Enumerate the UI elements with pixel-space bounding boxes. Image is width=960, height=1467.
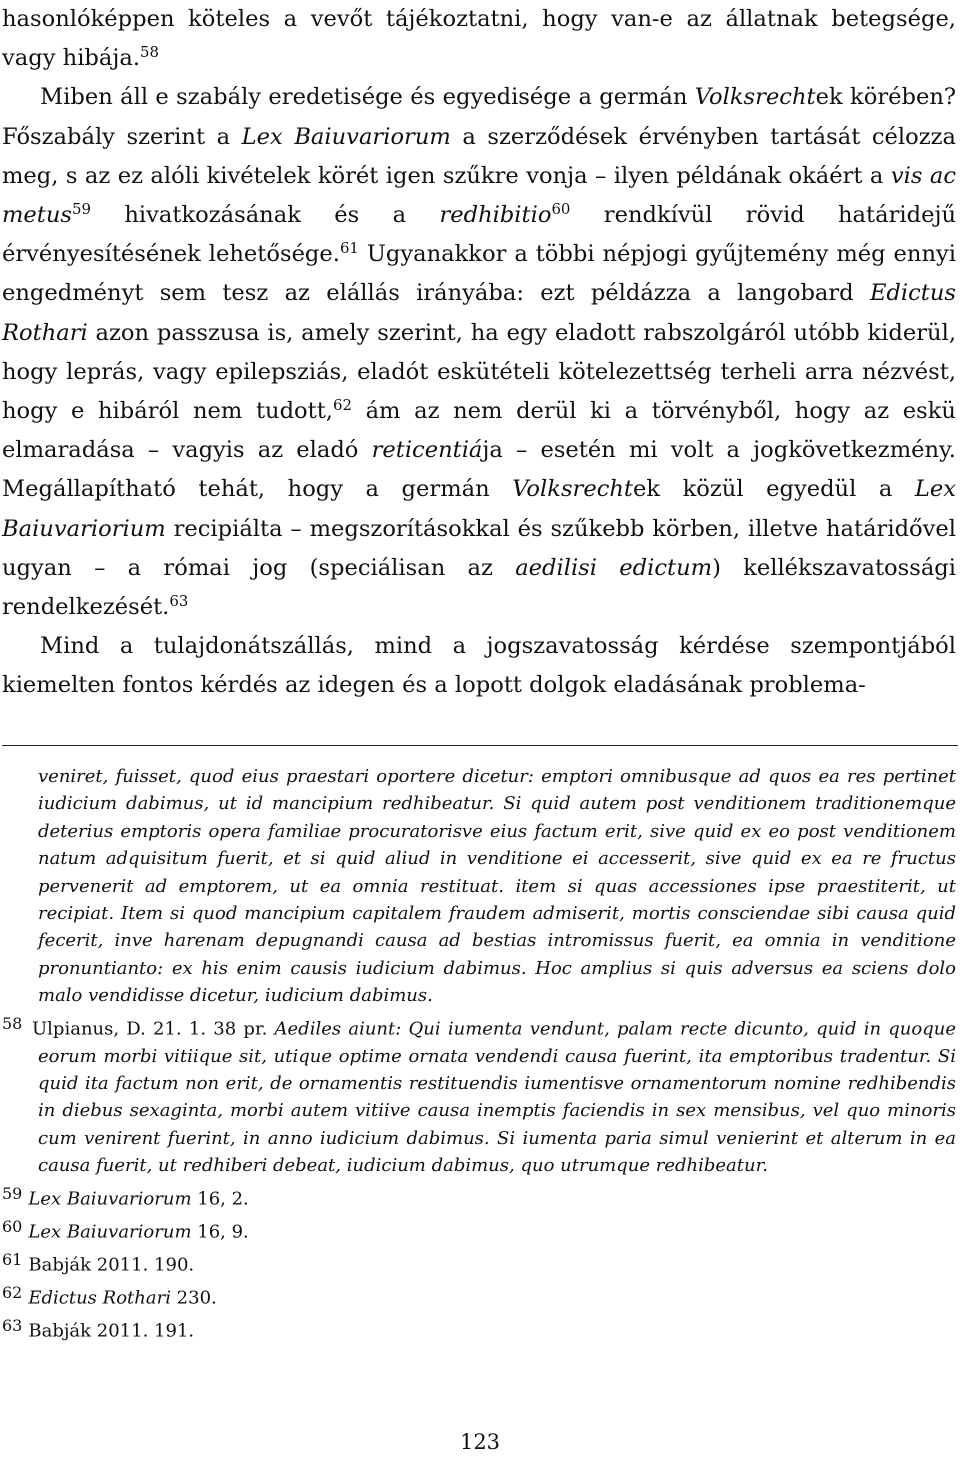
footnote-60 — [2, 1213, 956, 1246]
text-run: a szerződések érvényben tartását célozza meg, s az ez alóli kivételek körét igen szűkre vonja – ilyen példának okáért a — [2, 123, 956, 189]
paragraph-1 — [2, 0, 956, 78]
footnote-text: Babják 2011. 191. — [28, 1320, 195, 1342]
footnotes — [2, 763, 956, 1345]
italic-term: Volksrecht — [512, 476, 633, 503]
footnote-number: 62 — [2, 1282, 23, 1302]
footnote-title: Lex Baiuvariorum — [28, 1188, 192, 1210]
footnote-61 — [2, 1246, 956, 1279]
italic-term: aedilisi edictum — [515, 554, 713, 581]
footnote-number: 63 — [2, 1315, 23, 1335]
text-run: rendkívül rövid határidejű érvényesítésének lehetősége. — [2, 202, 956, 268]
italic-term: redhibitio — [439, 202, 552, 229]
page-number: 123 — [459, 1430, 501, 1454]
footnote-ref-60[interactable]: 60 — [551, 199, 571, 218]
footnote-text: Babják 2011. 190. — [28, 1254, 195, 1276]
italic-term: reticentiá — [371, 437, 483, 464]
footnote-ref-59[interactable]: 59 — [72, 199, 91, 218]
footnote-63 — [2, 1312, 956, 1345]
paragraph-text: hasonlóképpen köteles a vevőt tájékoztatni, hogy van-e az állatnak betegsége, vagy hibája. — [2, 6, 956, 72]
footnote-quote: Aediles aiunt: Qui iumenta vendunt, palam recte dicunto, quid in quoque eorum morbi vitiique sit, utique optime ornata vendendi causa fuerint, ita emptoribus tradentur. Si quid ita factum non erit, de ornamentis restituendis iumentisve ornamentorum nomine redhibendis in diebus sexaginta, morbi autem vitiive causa inemptis faciendis in sex mensibus, vel quo minoris cum venirent fuerint, in anno iudicium dabimus. Si iumenta paria simul venierint et alterum in ea causa fuerit, ut redhiberi debeat, iudicium dabimus, quo utrumque redhibeatur. — [38, 1018, 956, 1177]
footnote-title: Lex Baiuvariorum — [28, 1221, 192, 1243]
footnote-59 — [2, 1180, 956, 1213]
footnote-text: 16, 2. — [191, 1188, 249, 1210]
footnote-title: Edictus Rothari — [28, 1287, 171, 1309]
footnote-58 — [2, 1010, 956, 1180]
text-run: ek közül egyedül a — [633, 476, 915, 503]
footnote-text: veniret, fuisset, quod eius praestari oportere dicetur: emptori omnibusque ad quos ea res pertinet iudicium dabimus, ut id mancipium redhibeatur. Si quid autem post venditionem traditionemque deterius emptoris opera familiae procuratorisve eius factum erit, sive quid ex eo post venditionem natum adquisitum fuerit, et si quid aliud in venditione ei accesserit, sive quid ex ea re fructus pervenerit ad emptorem, ut ea omnia restituat. item si quas accessiones ipse praestiterit, ut recipiat. Item si quod mancipium capitalem fraudem admiserit, mortis consciendae sibi causa quid fecerit, inve harenam depugnandi causa ad bestias intromissus fuerit, ea omnia in venditione pronuntianto: ex his enim causis iudicium dabimus. Hoc amplius si quis adversus ea sciens dolo malo vendidisse dicetur, iudicium dabimus. — [38, 766, 956, 1007]
footnote-text: 16, 9. — [191, 1221, 249, 1243]
italic-term: Volksrecht — [694, 84, 816, 111]
text-run: Ugyanakkor a többi népjogi gyűjtemény még ennyi engedményt sem tesz az elállás irányába: ezt példázza a langobard — [2, 241, 956, 307]
italic-term: Lex Baiuvariorium — [2, 476, 956, 542]
footnote-57-continued — [2, 763, 956, 1010]
footnote-text: 230. — [170, 1287, 217, 1309]
italic-term: Lex Baiuvariorum — [241, 123, 451, 150]
text-run: ám az nem derül ki a törvényből, hogy az eskü elmaradása – vagyis az eladó — [2, 398, 956, 464]
text-run: Miben áll e szabály eredetisége és egyedisége a germán — [40, 84, 695, 111]
footnote-ref-61[interactable]: 61 — [339, 239, 359, 258]
main-text — [2, 0, 956, 706]
footnote-ref-58[interactable]: 58 — [140, 43, 159, 61]
text-run: ) kellékszavatossági rendelkezését. — [2, 554, 956, 621]
paragraph-3: Mind a tulajdonátszállás, mind a jogszavatosság kérdése szempontjából kiemelten fontos kérdés az idegen és a lopott dolgok eladásának problema- — [2, 633, 956, 699]
text-run: ja – esetén mi volt a jogkövetkezmény. Megállapítható tehát, hogy a germán — [2, 437, 956, 503]
italic-term: vis ac metus — [2, 162, 956, 229]
paragraph-2 — [2, 78, 956, 627]
footnote-number: 60 — [2, 1216, 23, 1236]
footnote-ref-63[interactable]: 63 — [169, 591, 189, 610]
italic-term: Edictus Rothari — [2, 280, 956, 346]
text-run: ek körében? Főszabály szerint a — [2, 84, 956, 150]
footnote-text: Ulpianus, D. 21. 1. 38 pr. — [32, 1018, 275, 1040]
footnote-number: 59 — [2, 1183, 23, 1203]
text-run: hivatkozásának és a — [91, 202, 440, 229]
footnote-number: 58 — [2, 1013, 23, 1033]
text-run: azon passzusa is, amely szerint, ha egy eladott rabszolgáról utóbb kiderül, hogy leprás, vagy epilepsziás, eladót eskütételi kötelezettség terheli arra nézvést, hogy e hibáról nem tudott, — [2, 319, 956, 425]
footnote-62 — [2, 1279, 956, 1312]
footnote-ref-62[interactable]: 62 — [332, 395, 352, 414]
footnote-number: 61 — [2, 1249, 23, 1269]
text-run: recipiálta – megszorításokkal és szűkebb körben, illetve határidővel ugyan – a római jog (speciálisan az — [2, 515, 956, 581]
footnote-separator — [2, 745, 958, 746]
